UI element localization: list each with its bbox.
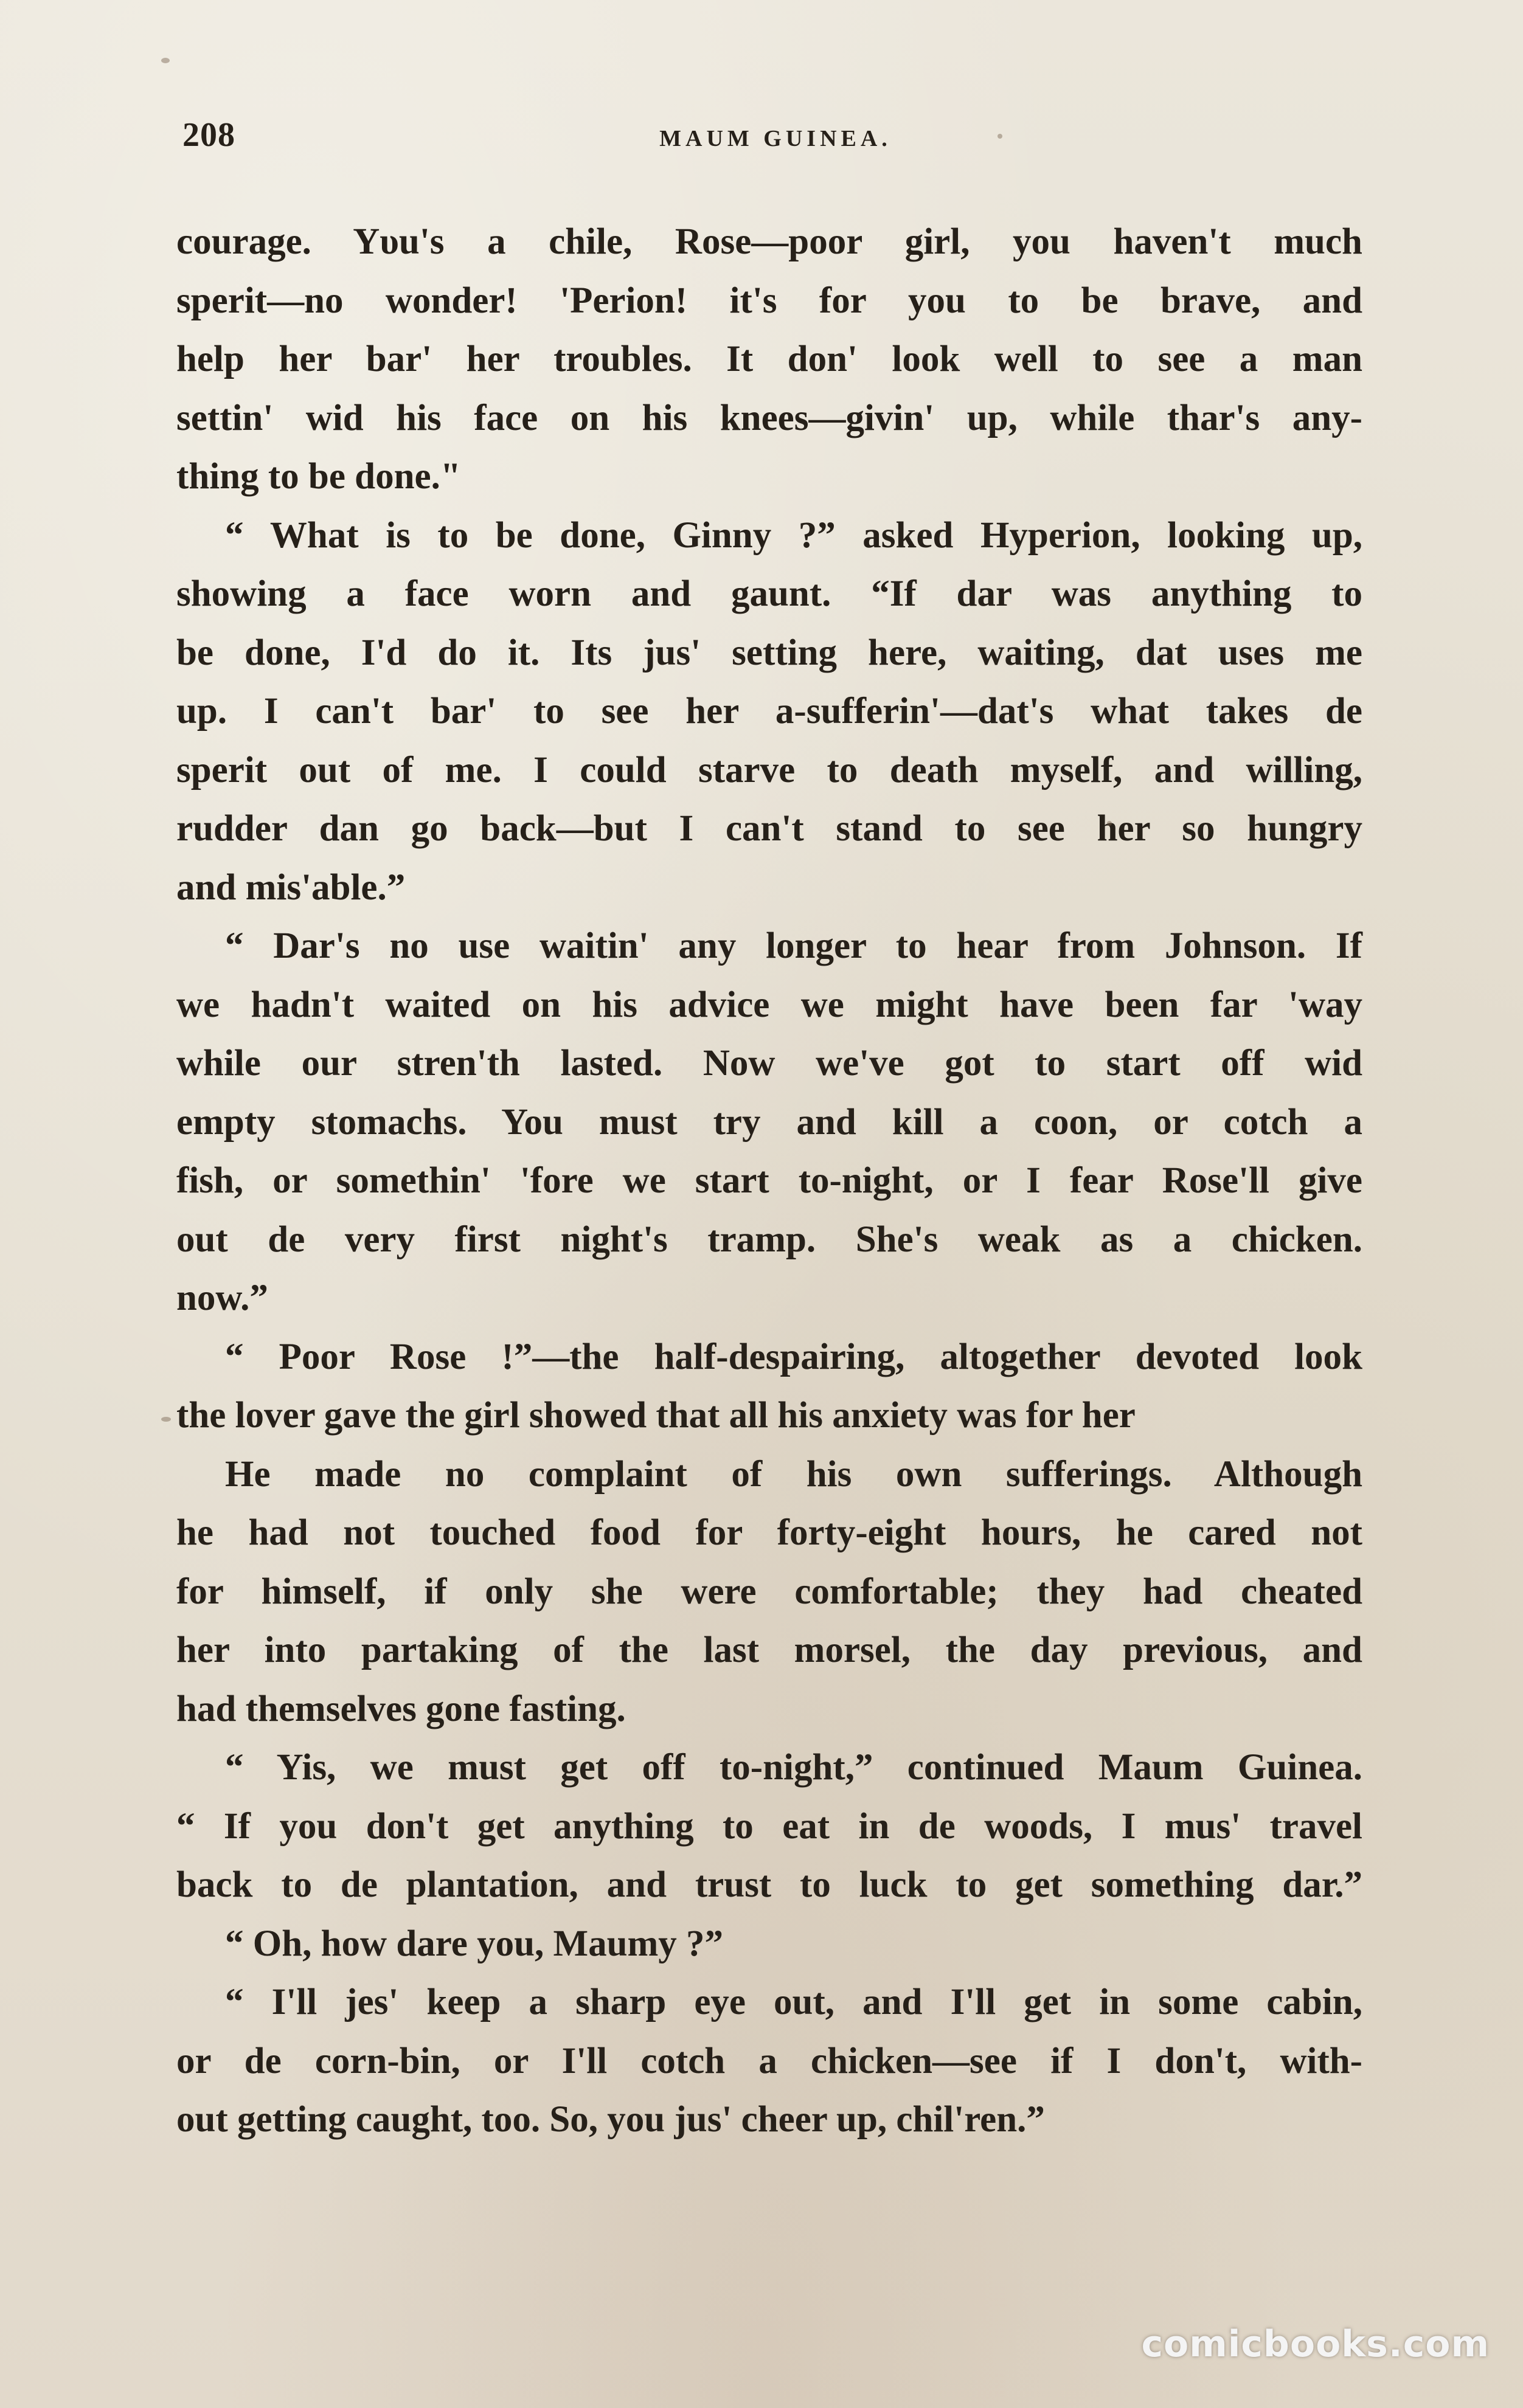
text-line: courage. Yυu's a chile, Rose—poor girl, you haven't much [176,221,1362,262]
text-line: He made no complaint of his own sufferings. Although [225,1453,1362,1495]
text-line: while our stren'th lasted. Now we've got to start off wid [176,1043,1362,1084]
text-line: empty stomachs. You must try and kill a coon, or cotch a [176,1101,1362,1143]
text-line: fish, or somethin' 'fore we start to-night, or I fear Rose'll give [176,1160,1362,1201]
text-line: her into partaking of the last morsel, the day previous, and [176,1630,1362,1670]
text-line: “ Poor Rose !”—the half-despairing, altogether devoted look [225,1336,1362,1377]
ink-speck [997,134,1002,139]
text-line: be done, I'd do it. Its jus' setting here, waiting, dat uses me [176,632,1362,673]
text-line: “ Dar's no use waitin' any longer to hear from Johnson. If [225,925,1362,966]
text-line: “ Oh, how dare you, Maumy ?” [225,1923,724,1964]
text-line: sperit—no wonder! 'Perion! it's for you to be brave, and [176,280,1362,321]
text-line: out getting caught, too. So, you jus' cheer up, chil'ren.” [176,2099,1045,2140]
text-line: “ If you don't get anything to eat in de woods, I mus' travel [176,1805,1362,1847]
text-line: or de corn-bin, or I'll cotch a chicken—see if I don't, with- [176,2040,1362,2081]
text-line: out de very first night's tramp. She's weak as a chicken. [176,1219,1362,1260]
text-line: “ What is to be done, Ginny ?” asked Hyperion, looking up, [225,514,1362,556]
text-line: up. I can't bar' to see her a-sufferin'—dat's what takes de [176,691,1362,732]
text-line: and mis'able.” [176,867,406,908]
text-line: we hadn't waited on his advice we might have been far 'way [176,984,1362,1025]
text-line: help her bar' her troubles. It don' look well to see a man [176,339,1362,379]
ink-speck [1107,821,1112,826]
text-line: “ I'll jes' keep a sharp eye out, and I'll get in some cabin, [225,1982,1362,2022]
text-line: he had not touched food for forty-eight hours, he cared not [176,1512,1362,1553]
page-header [182,116,1369,164]
text-line: back to de plantation, and trust to luck to get something dar.” [176,1864,1362,1905]
text-line: showing a face worn and gaunt. “If dar was anything to [176,573,1362,614]
text-line: had themselves gone fasting. [176,1688,626,1729]
body-text [176,213,1362,2150]
text-line: settin' wid his face on his knees—givin' up, while thar's any- [176,397,1362,438]
ink-speck [161,1417,171,1422]
ink-speck [161,58,170,63]
text-line: the lover gave the girl showed that all his anxiety was for her [176,1395,1136,1436]
text-line: sperit out of me. I could starve to death myself, and willing, [176,749,1362,791]
watermark-text: comicbooks.com [1141,2323,1490,2365]
running-head: MAUM GUINEA. [659,126,892,151]
page-number: 208 [182,116,235,154]
text-line: now.” [176,1278,268,1318]
text-line: rudder dan go back—but I can't stand to see her so hungry [176,808,1362,849]
text-line: thing to be done." [176,456,461,497]
text-line: “ Yis, we must get off to-night,” continued Maum Guinea. [225,1747,1362,1788]
text-line: for himself, if only she were comfortable; they had cheated [176,1571,1362,1612]
